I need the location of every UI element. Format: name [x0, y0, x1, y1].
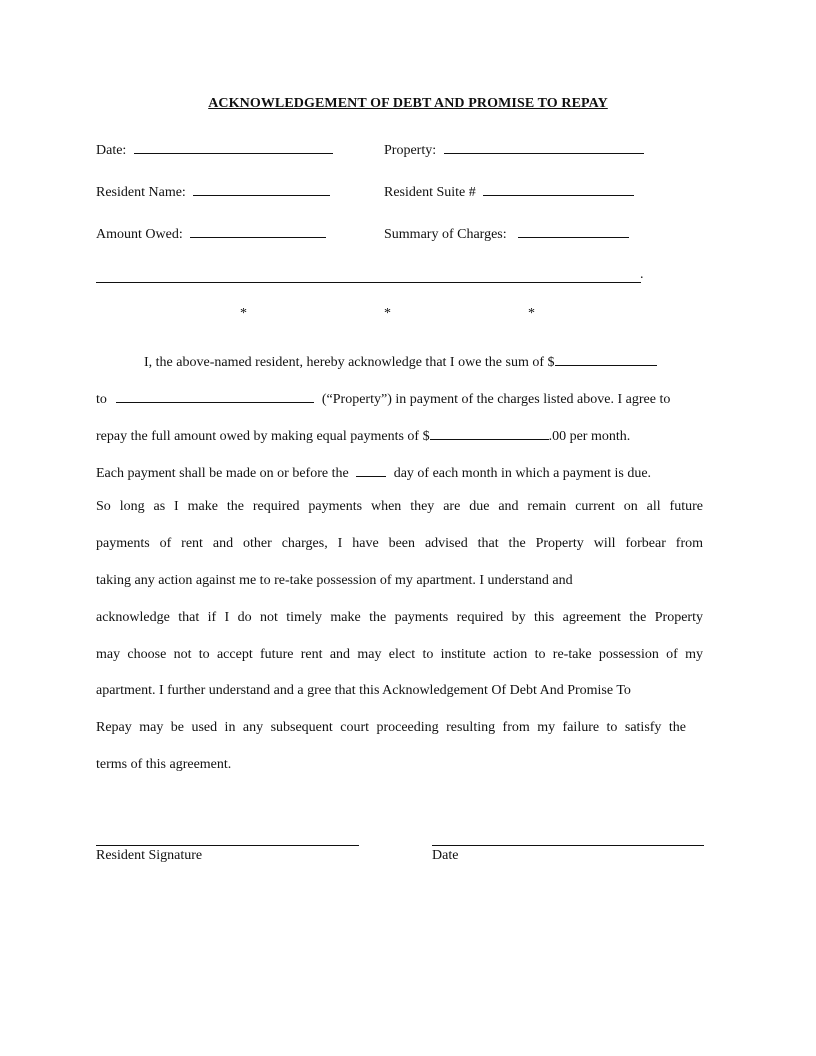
date-blank[interactable]: [134, 139, 333, 154]
body-line-10: apartment. I further understand and a gree that this Acknowledgement Of Debt And Promise To: [96, 683, 631, 698]
body-line-1: [144, 351, 657, 372]
body-text: (“Property”) in payment of the charges listed above. I agree to: [321, 392, 671, 407]
body-text: Each payment shall be made on or before the: [96, 466, 349, 481]
body-text: day of each month in which a payment is due.: [393, 466, 652, 481]
document-title: ACKNOWLEDGEMENT OF DEBT AND PROMISE TO REPAY: [208, 96, 608, 111]
body-line-8: acknowledge that if I do not timely make the payments required by this agreement the Property: [96, 610, 703, 625]
payment-amount-blank[interactable]: [430, 425, 549, 440]
separator-period: .: [640, 267, 644, 282]
body-line-4: [96, 462, 651, 483]
separator-star-3: *: [528, 306, 535, 321]
amount-owed-field: [96, 223, 326, 241]
summary-continuation-line[interactable]: [96, 282, 641, 283]
property-label: Property:: [384, 143, 437, 158]
summary-field: [384, 223, 629, 241]
sum-owed-blank[interactable]: [555, 351, 657, 366]
body-line-5: So long as I make the required payments when they are due and remain current on all future: [96, 499, 703, 514]
body-text: repay the full amount owed by making equal payments of $: [96, 429, 430, 444]
payment-day-blank[interactable]: [356, 462, 386, 477]
resident-name-field: [96, 181, 330, 199]
resident-signature-label: Resident Signature: [96, 848, 203, 863]
body-text: to: [96, 392, 107, 407]
summary-label: Summary of Charges:: [384, 227, 507, 242]
resident-name-label: Resident Name:: [96, 185, 186, 200]
body-line-9: may choose not to accept future rent and may elect to institute action to re-take possession of my: [96, 647, 703, 662]
amount-owed-label: Amount Owed:: [96, 227, 183, 242]
body-line-6: payments of rent and other charges, I have been advised that the Property will forbear from: [96, 536, 703, 551]
body-line-2: [96, 388, 670, 409]
body-line-12: terms of this agreement.: [96, 757, 232, 772]
separator-star-1: *: [240, 306, 247, 321]
signature-date-line[interactable]: [432, 845, 704, 846]
property-name-blank[interactable]: [116, 388, 314, 403]
date-field: [96, 139, 333, 157]
date-label: Date:: [96, 143, 127, 158]
summary-blank[interactable]: [518, 223, 629, 238]
separator-star-2: *: [384, 306, 391, 321]
amount-owed-blank[interactable]: [190, 223, 326, 238]
resident-signature-line[interactable]: [96, 845, 359, 846]
property-blank[interactable]: [444, 139, 644, 154]
resident-suite-blank[interactable]: [483, 181, 634, 196]
resident-name-blank[interactable]: [193, 181, 330, 196]
property-field: [384, 139, 644, 157]
signature-date-label: Date: [432, 848, 459, 863]
resident-suite-label: Resident Suite #: [384, 185, 476, 200]
body-line-7: taking any action against me to re-take possession of my apartment. I understand and: [96, 573, 573, 588]
body-text: .00 per month.: [548, 429, 631, 444]
body-text: I, the above-named resident, hereby acknowledge that I owe the sum of $: [144, 355, 555, 370]
body-line-3: [96, 425, 630, 446]
body-line-11: Repay may be used in any subsequent court proceeding resulting from my failure to satisfy the: [96, 720, 686, 735]
resident-suite-field: [384, 181, 634, 199]
